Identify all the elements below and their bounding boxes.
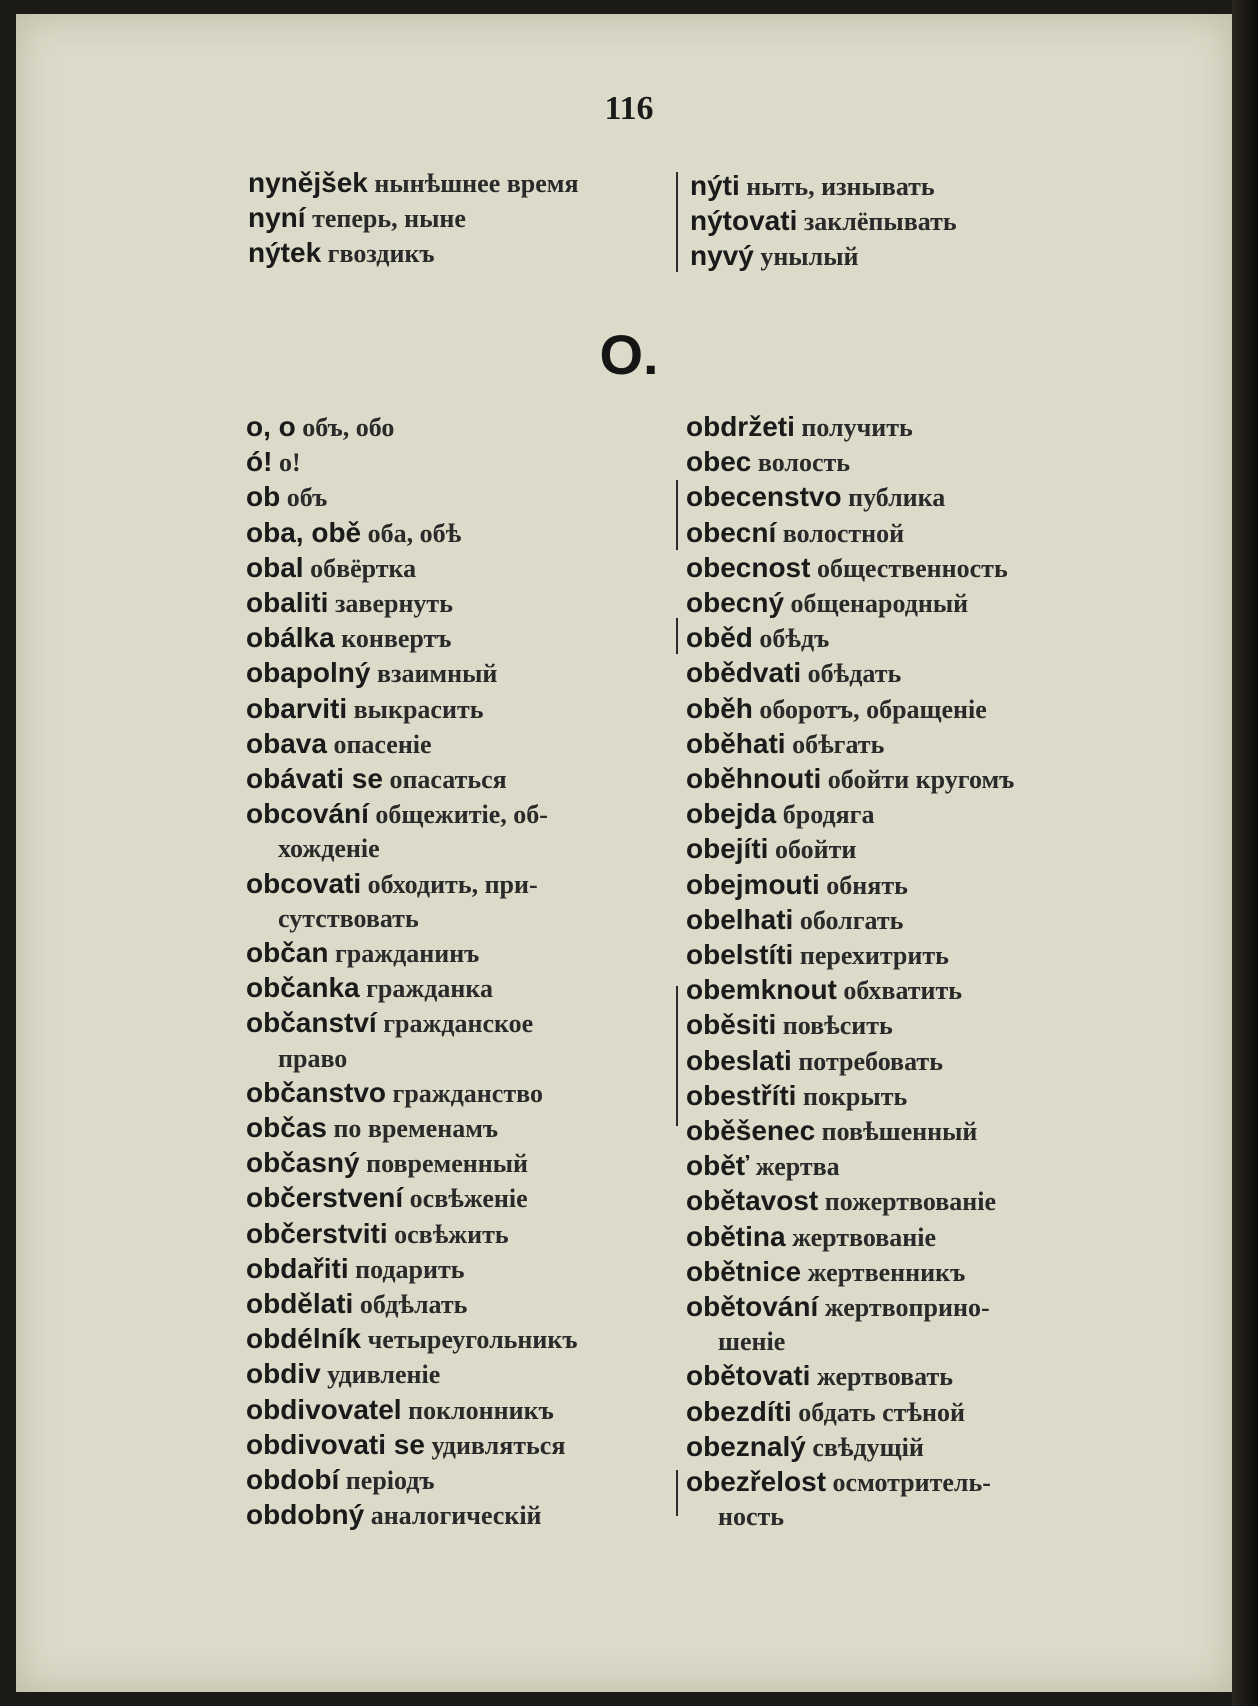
entry-headword: obávati se — [246, 763, 383, 795]
page-edge-shadow — [1232, 0, 1258, 1706]
dictionary-entry — [246, 692, 664, 727]
entry-headword: obětovati — [686, 1360, 811, 1392]
dictionary-entry — [686, 797, 1106, 832]
entry-headword: občas — [246, 1112, 327, 1144]
entry-translation: подарить — [348, 1254, 465, 1284]
entry-translation: удивляться — [424, 1430, 566, 1460]
entry-translation: опасеніе — [326, 729, 432, 759]
dictionary-entry — [246, 621, 664, 656]
entry-headword: občan — [246, 937, 329, 969]
entry-translation-continuation: хожденіе — [278, 834, 380, 864]
dictionary-entry — [686, 1359, 1106, 1394]
entry-headword: období — [246, 1464, 340, 1496]
entry-headword: obětnice — [686, 1255, 802, 1287]
entry-headword: obezřelost — [686, 1466, 827, 1498]
entry-translation: опасаться — [382, 765, 507, 795]
dictionary-entry — [686, 551, 1106, 586]
entry-headword: obědvati — [686, 657, 802, 689]
dictionary-entry — [246, 480, 664, 515]
entry-translation: обдѣлать — [353, 1290, 468, 1320]
dictionary-entry — [686, 1255, 1106, 1290]
entry-headword: obecný — [686, 587, 785, 619]
entry-translation: четыреугольникъ — [361, 1325, 578, 1355]
entry-headword: občerstviti — [246, 1217, 388, 1249]
dictionary-entry — [246, 516, 664, 551]
entry-translation: обойти кругомъ — [821, 765, 1015, 795]
dictionary-entry — [686, 480, 1106, 515]
dictionary-entry — [246, 1146, 664, 1181]
dictionary-entry — [246, 797, 664, 832]
dictionary-entry — [686, 1079, 1106, 1114]
dictionary-entry — [686, 621, 1106, 656]
entry-translation: обходить, при- — [361, 869, 538, 899]
entry-headword: obeznalý — [686, 1430, 806, 1462]
entry-headword: oběhnouti — [686, 763, 822, 795]
entry-translation: потребовать — [791, 1046, 943, 1076]
entry-headword: nýti — [690, 170, 740, 201]
entry-headword: občanka — [246, 972, 360, 1004]
entry-translation: оборотъ, обращеніе — [752, 694, 987, 724]
entry-translation: обхватить — [836, 976, 963, 1006]
entry-headword: obemknout — [686, 974, 837, 1006]
entry-translation: пожертвованіе — [818, 1187, 997, 1217]
entry-translation: унылый — [753, 242, 859, 272]
dictionary-entry — [248, 236, 668, 271]
dictionary-entry — [690, 239, 1130, 274]
dictionary-entry — [686, 656, 1106, 691]
entry-headword: obdržeti — [686, 411, 795, 442]
dictionary-entry — [248, 166, 668, 201]
entry-translation: ныть, изнывать — [739, 172, 935, 201]
dictionary-entry — [246, 727, 664, 762]
entry-translation: обвёртка — [303, 553, 417, 583]
entry-translation: перехитрить — [793, 941, 949, 971]
column-divider-top — [676, 172, 678, 272]
entry-headword: o, o — [246, 411, 296, 442]
entry-headword: oběh — [686, 692, 753, 724]
dictionary-entry — [246, 1322, 664, 1357]
entry-translation: объ, обо — [295, 413, 395, 442]
entry-headword: obejíti — [686, 833, 769, 865]
entry-translation-continuation: шеніе — [718, 1327, 786, 1357]
entry-headword: obecní — [686, 516, 777, 548]
entry-translation: конвертъ — [334, 624, 452, 654]
entry-translation: волостной — [776, 518, 905, 548]
entry-translation: обѣгать — [785, 729, 885, 759]
entry-translation: жертвованіе — [785, 1222, 937, 1252]
entry-translation: жертвенникъ — [801, 1257, 966, 1287]
dictionary-entry — [686, 1008, 1106, 1043]
entry-translation: осмотритель- — [826, 1468, 991, 1498]
entry-headword: obal — [246, 551, 304, 583]
column-divider-segment — [676, 480, 678, 550]
entry-translation: освѣжить — [387, 1219, 509, 1249]
right-column — [686, 410, 1106, 1535]
dictionary-entry — [686, 1290, 1106, 1325]
entry-translation: обнять — [819, 870, 908, 900]
dictionary-entry — [246, 971, 664, 1006]
dictionary-entry — [686, 973, 1106, 1008]
dictionary-entry — [246, 656, 664, 691]
dictionary-entry — [686, 1465, 1106, 1500]
entry-headword: obeslati — [686, 1044, 792, 1076]
dictionary-entry — [686, 1184, 1106, 1219]
entry-translation: заклёпывать — [797, 207, 957, 237]
entry-translation: гражданское — [376, 1009, 534, 1039]
dictionary-entry — [246, 1463, 664, 1498]
entry-translation: повѣшенный — [815, 1117, 978, 1147]
dictionary-entry — [686, 445, 1106, 480]
entry-translation: повѣсить — [776, 1011, 893, 1041]
entry-headword: obejda — [686, 798, 777, 830]
entry-headword: oba, obě — [246, 516, 362, 548]
dictionary-entry — [246, 1181, 664, 1216]
entry-translation: публика — [841, 483, 946, 513]
entry-headword: obarviti — [246, 692, 348, 724]
entry-translation-continuation: сутствовать — [278, 903, 419, 933]
dictionary-entry — [686, 1114, 1106, 1149]
entry-translation: покрыть — [796, 1081, 908, 1111]
entry-headword: obcovati — [246, 867, 362, 899]
entry-headword: občanstvo — [246, 1076, 387, 1108]
entry-translation: обѣдъ — [752, 624, 830, 654]
dictionary-entry — [686, 938, 1106, 973]
entry-headword: nyní — [248, 202, 306, 234]
entry-translation: общенародный — [784, 589, 969, 619]
dictionary-entry — [686, 1044, 1106, 1079]
entry-headword: obapolný — [246, 657, 371, 689]
entry-headword: obětování — [686, 1291, 819, 1323]
entry-translation: гражданка — [359, 974, 493, 1004]
column-divider-segment — [676, 1470, 678, 1516]
dictionary-entry — [686, 762, 1106, 797]
entry-translation: гражданство — [386, 1078, 543, 1108]
entry-translation: обойти — [768, 835, 857, 865]
entry-translation: выкрасить — [347, 694, 484, 724]
entry-headword: oběšenec — [686, 1115, 816, 1147]
entry-translation: общественность — [810, 553, 1008, 583]
top-left-column — [248, 166, 668, 272]
left-column — [246, 410, 664, 1534]
entry-headword: oběť — [686, 1150, 750, 1182]
entry-headword: obětavost — [686, 1185, 819, 1217]
entry-translation: по временамъ — [326, 1114, 499, 1144]
entry-translation: бродяга — [776, 800, 875, 830]
entry-headword: nynějšek — [248, 167, 368, 198]
entry-headword: obejmouti — [686, 868, 820, 900]
entry-translation: общежитіе, об- — [368, 800, 548, 830]
entry-headword: občanství — [246, 1007, 377, 1039]
page-number: 116 — [604, 90, 654, 127]
dictionary-entry — [686, 832, 1106, 867]
entry-translation: поклонникъ — [401, 1395, 554, 1425]
entry-headword: obestříti — [686, 1079, 797, 1111]
dictionary-entry — [248, 201, 668, 236]
dictionary-entry — [690, 169, 1130, 204]
dictionary-entry — [686, 586, 1106, 621]
entry-translation: обдать стѣной — [791, 1397, 965, 1427]
dictionary-entry — [686, 1430, 1106, 1465]
dictionary-entry — [686, 1395, 1106, 1430]
entry-translation-continuation: ность — [718, 1502, 785, 1532]
entry-translation: жертва — [749, 1152, 840, 1182]
entry-headword: oběsiti — [686, 1009, 777, 1041]
entry-headword: obaliti — [246, 587, 329, 619]
entry-translation: объ — [280, 483, 328, 513]
dictionary-entry — [686, 868, 1106, 903]
dictionary-entry — [246, 936, 664, 971]
dictionary-entry — [246, 445, 664, 480]
dictionary-entry — [246, 410, 664, 445]
column-divider-segment — [676, 986, 678, 1126]
entry-headword: oběhati — [686, 727, 786, 759]
dictionary-entry — [246, 1357, 664, 1392]
entry-headword: obálka — [246, 622, 335, 654]
entry-headword: obelstíti — [686, 939, 794, 971]
entry-translation: оба, обѣ — [361, 518, 462, 548]
dictionary-entry — [246, 551, 664, 586]
entry-translation: взаимный — [370, 659, 498, 689]
entry-headword: obdobný — [246, 1499, 365, 1531]
entry-translation: жертвовать — [810, 1362, 954, 1392]
dictionary-entry — [686, 692, 1106, 727]
dictionary-entry — [686, 410, 1106, 445]
dictionary-entry — [686, 903, 1106, 938]
dictionary-entry — [686, 1220, 1106, 1255]
entry-translation: удивленіе — [320, 1360, 441, 1390]
entry-headword: obdělati — [246, 1288, 354, 1320]
dictionary-entry — [246, 867, 664, 902]
entry-translation: періодъ — [339, 1466, 435, 1496]
entry-translation: повременный — [359, 1149, 528, 1179]
entry-translation: нынѣшнее время — [367, 169, 579, 198]
dictionary-entry — [246, 1393, 664, 1428]
entry-translation: жертвоприно- — [818, 1293, 990, 1323]
dictionary-entry — [686, 727, 1106, 762]
entry-headword: obcování — [246, 798, 369, 830]
dictionary-entry — [246, 1287, 664, 1322]
entry-headword: obava — [246, 727, 327, 759]
entry-translation: завернуть — [328, 589, 453, 619]
dictionary-entry — [686, 516, 1106, 551]
column-divider-segment — [676, 618, 678, 654]
entry-headword: občasný — [246, 1147, 360, 1179]
entry-translation: оболгать — [793, 905, 904, 935]
entry-translation: аналогическій — [364, 1501, 542, 1531]
dictionary-entry — [246, 1076, 664, 1111]
entry-headword: nýtek — [248, 237, 322, 269]
entry-headword: obětina — [686, 1220, 786, 1252]
entry-translation: гвоздикъ — [321, 239, 435, 269]
dictionary-entry — [246, 1111, 664, 1146]
entry-headword: obdélník — [246, 1323, 362, 1355]
entry-headword: obezdíti — [686, 1395, 792, 1427]
entry-translation: гражданинъ — [328, 939, 480, 969]
entry-headword: obdivovati se — [246, 1428, 425, 1460]
dictionary-entry — [246, 1006, 664, 1041]
entry-headword: ó! — [246, 446, 273, 478]
entry-translation: получить — [794, 413, 913, 442]
dictionary-entry — [246, 1428, 664, 1463]
entry-headword: nyvý — [690, 240, 754, 272]
entry-headword: obdařiti — [246, 1252, 349, 1284]
entry-translation: освѣженіе — [403, 1184, 528, 1214]
entry-headword: obelhati — [686, 903, 794, 935]
entry-translation: теперь, ныне — [305, 204, 466, 234]
dictionary-entry — [246, 1217, 664, 1252]
entry-headword: nýtovati — [690, 205, 798, 237]
dictionary-entry — [246, 1498, 664, 1533]
dictionary-entry — [690, 204, 1130, 239]
top-right-column — [690, 169, 1130, 275]
entry-headword: obecenstvo — [686, 481, 842, 513]
dictionary-entry — [246, 586, 664, 621]
entry-headword: oběd — [686, 622, 753, 654]
entry-translation: свѣдущій — [805, 1432, 924, 1462]
dictionary-entry — [246, 1252, 664, 1287]
entry-headword: obecnost — [686, 551, 811, 583]
entry-translation-continuation: право — [278, 1043, 348, 1073]
entry-headword: ob — [246, 481, 281, 513]
entry-headword: obdivovatel — [246, 1393, 402, 1425]
entry-translation: о! — [272, 448, 301, 478]
entry-headword: občerstvení — [246, 1182, 404, 1214]
entry-translation: волость — [751, 448, 851, 478]
dictionary-entry — [686, 1149, 1106, 1184]
entry-headword: obdiv — [246, 1358, 321, 1390]
entry-translation: обѣдать — [801, 659, 902, 689]
dictionary-entry — [246, 762, 664, 797]
section-letter: O. — [599, 323, 659, 386]
entry-headword: obec — [686, 446, 752, 478]
